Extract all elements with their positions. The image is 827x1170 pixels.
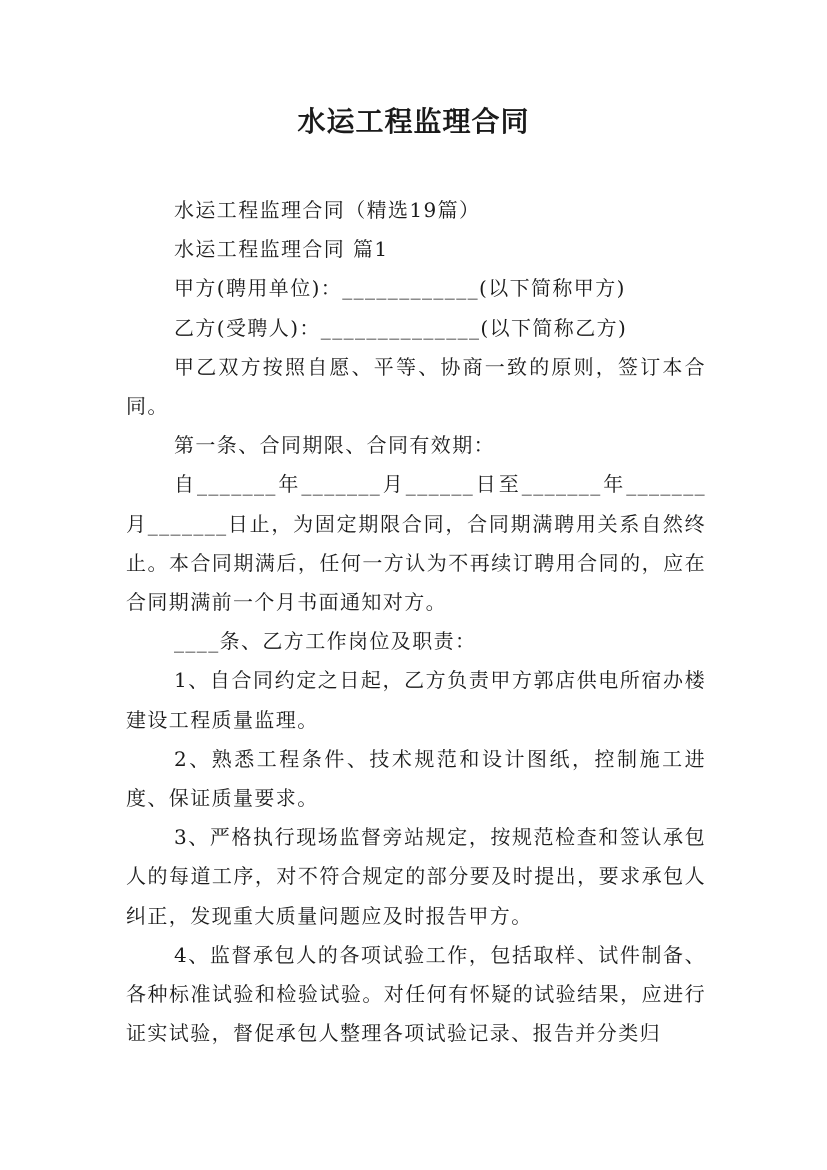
paragraph-duty-4: 4、监督承包人的各项试验工作，包括取样、试件制备、各种标准试验和检验试验。对任何有怀疑的试验结果，应进行证实试验，督促承包人整理各项试验记录、报告并分类归 [126,942,706,1046]
document-title: 水运工程监理合同 [297,105,530,138]
paragraph-party-b: 乙方(受聘人)：______________(以下简称乙方) [174,315,628,340]
paragraph-article-2-heading: ____条、乙方工作岗位及职责： [174,629,477,654]
paragraph-subtitle: 水运工程监理合同（精选19篇） [174,198,481,222]
document-body [126,191,706,1053]
paragraph-contract-term: 自_______年_______月______日至_______年_______月_______日止，为固定期限合同，合同期满聘用关系自然终止。本合同期满后，任何一方认为不再续订聘用合同的，应在合同期满前一个月书面通知对方。 [126,472,706,615]
paragraph-duty-1: 1、自合同约定之日起，乙方负责甲方郭店供电所宿办楼建设工程质量监理。 [126,668,706,732]
paragraph-party-a: 甲方(聘用单位)：____________(以下简称甲方) [174,276,626,301]
paragraph-duty-2: 2、熟悉工程条件、技术规范和设计图纸，控制施工进度、保证质量要求。 [126,746,706,811]
paragraph-section-heading: 水运工程监理合同 篇1 [174,237,389,262]
paragraph-duty-3: 3、严格执行现场监督旁站规定，按规范检查和签认承包人的每道工序，对不符合规定的部分要及时提出，要求承包人纠正，发现重大质量问题应及时报告甲方。 [126,825,706,928]
paragraph-article-1-heading: 第一条、合同期限、合同有效期： [174,433,495,458]
paragraph-principle: 甲乙双方按照自愿、平等、协商一致的原则，签订本合同。 [126,354,706,419]
